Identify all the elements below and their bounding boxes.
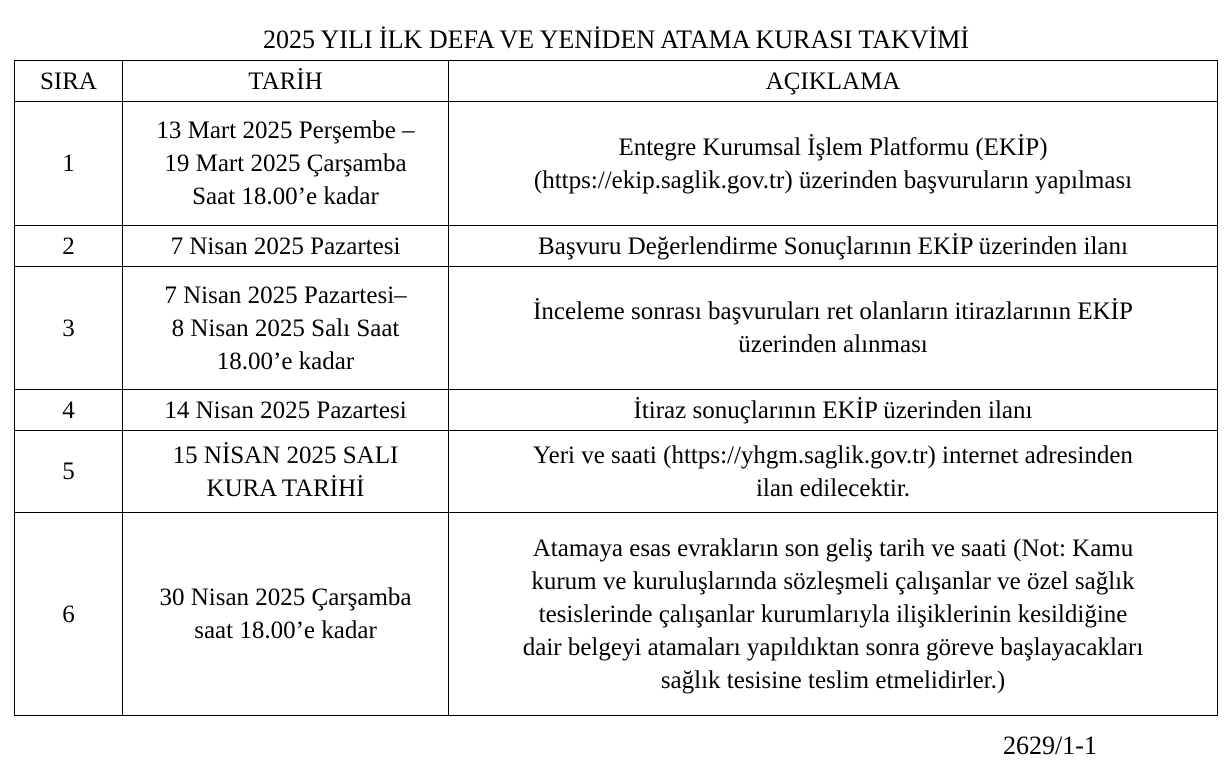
page-number: 2629/1-1 xyxy=(1003,731,1097,760)
row-description xyxy=(449,431,1218,513)
row-number xyxy=(15,267,123,390)
row-description xyxy=(449,102,1218,226)
row-number-text: 6 xyxy=(62,600,75,628)
row-description-text: Yeri ve saati (https://yhgm.saglik.gov.tr) internet adresinden ilan edilecektir. xyxy=(533,441,1133,502)
row-description-text: Başvuru Değerlendirme Sonuçlarının EKİP üzerinden ilanı xyxy=(538,232,1128,260)
row-description xyxy=(449,267,1218,390)
row-date-text: 7 Nisan 2025 Pazartesi– 8 Nisan 2025 Salı Saat 18.00’e kadar xyxy=(164,281,407,375)
table-header-row xyxy=(15,61,1218,102)
row-description xyxy=(449,513,1218,716)
row-number xyxy=(15,390,123,431)
row-number-text: 5 xyxy=(62,458,75,485)
row-number-text: 4 xyxy=(62,396,75,424)
row-number xyxy=(15,431,123,513)
table-row xyxy=(15,226,1218,267)
row-number-text: 2 xyxy=(62,232,75,260)
row-date xyxy=(123,267,449,390)
row-description-text: Atamaya esas evrakların son geliş tarih ve saati (Not: Kamu kurum ve kuruluşlarında sözleşmeli çalışanlar ve özel sağlık tesislerinde çalışanlar kurumlarıyla ilişiklerinin kesildiğine dair belgeyi atamaları yapıldıktan sonra göreve başlayacakları sağlık tesisine teslim etmelidirler.) xyxy=(522,534,1144,694)
row-date-text: 14 Nisan 2025 Pazartesi xyxy=(164,396,407,424)
row-description xyxy=(449,390,1218,431)
row-date-text: 15 NİSAN 2025 SALI KURA TARİHİ xyxy=(172,441,399,502)
table-row xyxy=(15,390,1218,431)
table-row xyxy=(15,102,1218,226)
column-header-sira: SIRA xyxy=(15,61,123,102)
row-number xyxy=(15,226,123,267)
document-title: 2025 YILI İLK DEFA VE YENİDEN ATAMA KURASI TAKVİMİ xyxy=(263,25,969,54)
column-header-aciklama: AÇIKLAMA xyxy=(449,61,1218,102)
row-number xyxy=(15,102,123,226)
row-description-text: İnceleme sonrası başvuruları ret olanların itirazlarının EKİP üzerinden alınması xyxy=(533,298,1133,358)
column-header-tarih: TARİH xyxy=(123,61,449,102)
table-row xyxy=(15,267,1218,390)
row-date xyxy=(123,226,449,267)
row-date xyxy=(123,513,449,716)
schedule-table xyxy=(14,60,1218,716)
row-date-text: 13 Mart 2025 Perşembe – 19 Mart 2025 Çarşamba Saat 18.00’e kadar xyxy=(156,117,415,210)
row-date xyxy=(123,390,449,431)
row-description-text: İtiraz sonuçlarının EKİP üzerinden ilanı xyxy=(633,396,1033,424)
row-number xyxy=(15,513,123,716)
row-number-text: 1 xyxy=(62,150,75,177)
row-date xyxy=(123,431,449,513)
row-description xyxy=(449,226,1218,267)
row-date-text: 7 Nisan 2025 Pazartesi xyxy=(170,232,401,260)
table-row xyxy=(15,513,1218,716)
row-date-text: 30 Nisan 2025 Çarşamba saat 18.00’e kadar xyxy=(159,584,412,644)
row-number-text: 3 xyxy=(62,314,75,342)
row-description-text: Entegre Kurumsal İşlem Platformu (EKİP) (https://ekip.saglik.gov.tr) üzerinden başvuruların yapılması xyxy=(533,133,1133,194)
table-row xyxy=(15,431,1218,513)
row-date xyxy=(123,102,449,226)
